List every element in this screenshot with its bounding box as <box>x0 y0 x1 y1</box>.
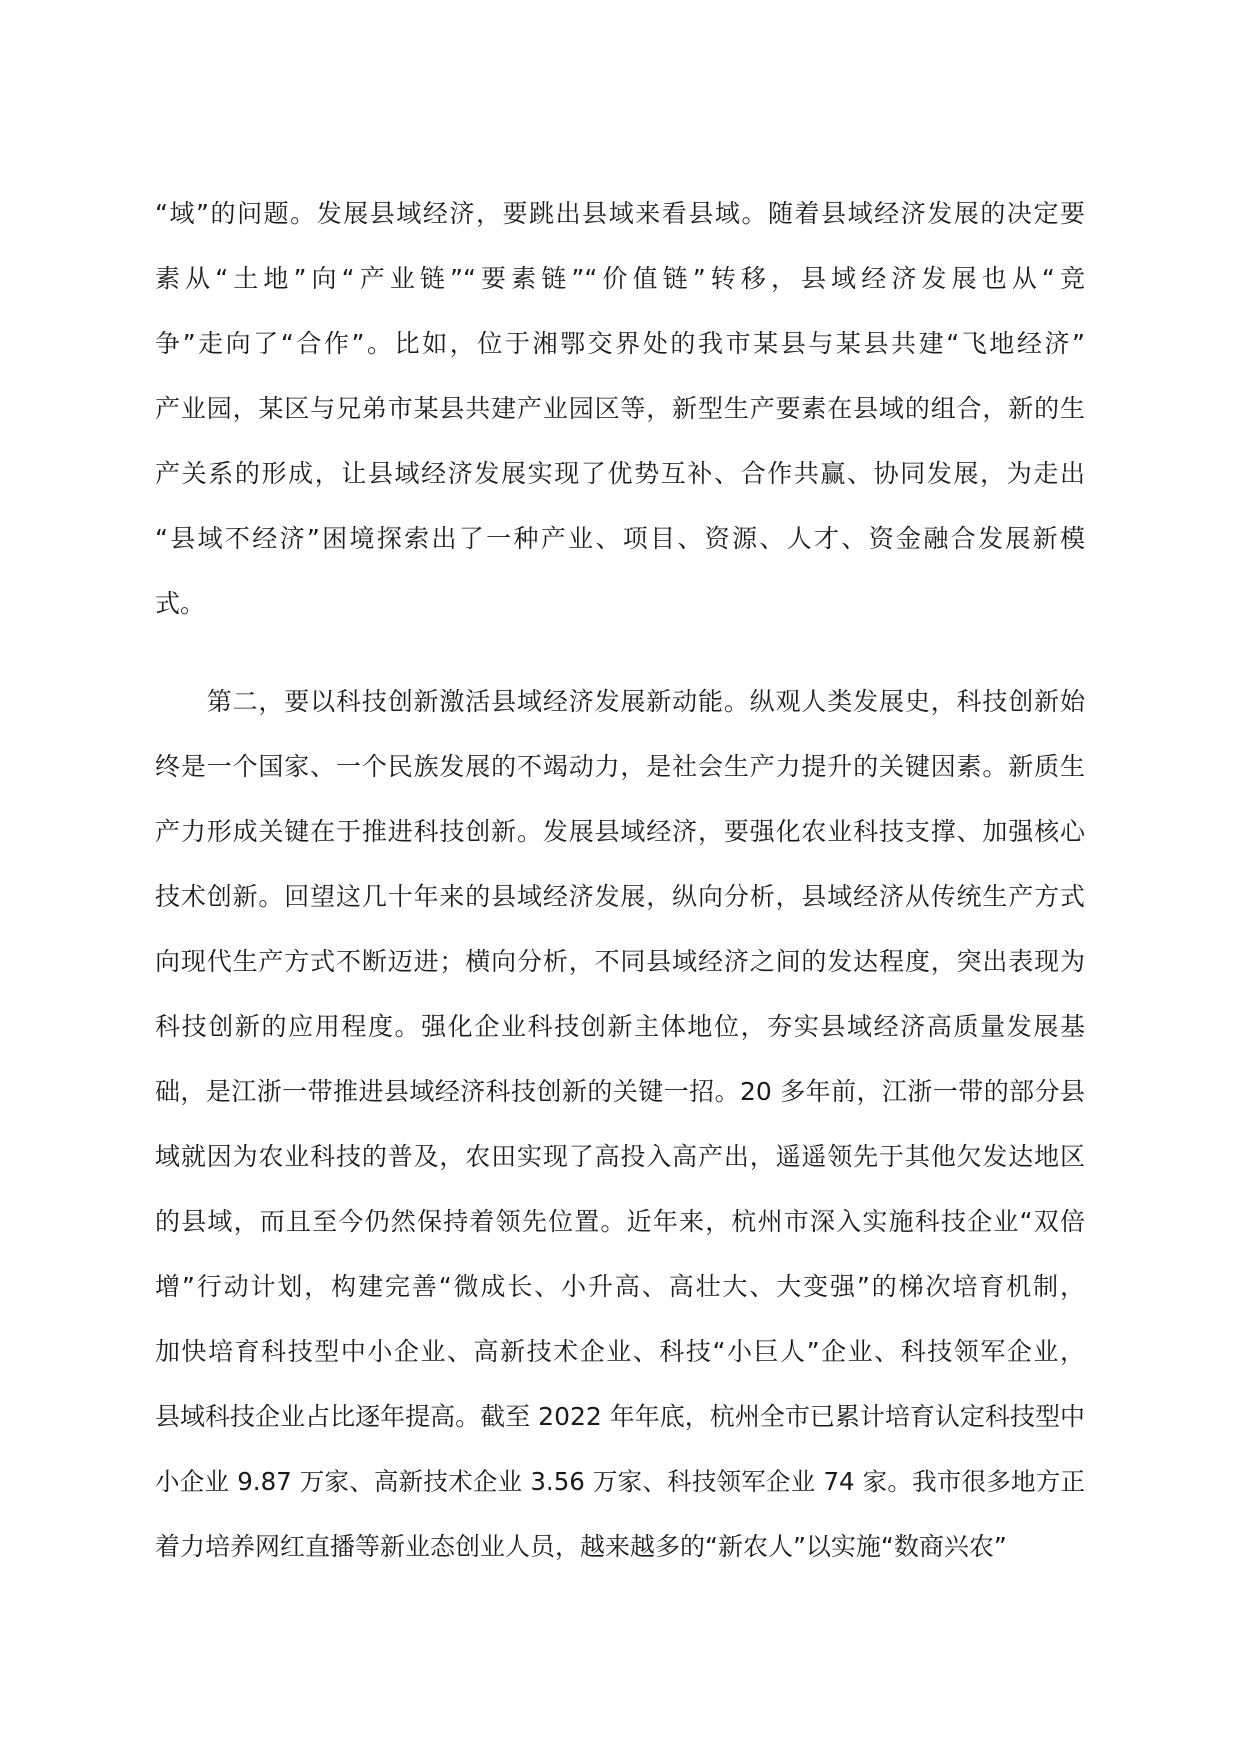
text-line: 小企业 9.87 万家、高新技术企业 3.56 万家、科技领军企业 74 家。我市很多地方正 <box>155 1467 1085 1496</box>
text-line: 加快培育科技型中小企业、高新技术企业、科技“小巨人”企业、科技领军企业， <box>155 1337 1085 1366</box>
text-line: 式。 <box>155 589 206 618</box>
text-line: “县域不经济”困境探索出了一种产业、项目、资源、人才、资金融合发展新模 <box>155 524 1085 553</box>
text-line: 着力培养网红直播等新业态创业人员，越来越多的“新农人”以实施“数商兴农” <box>155 1532 1007 1561</box>
text-line: 产业园，某区与兄弟市某县共建产业园区等，新型生产要素在县域的组合，新的生 <box>155 394 1085 423</box>
text-line: 础，是江浙一带推进县域经济科技创新的关键一招。20 多年前，江浙一带的部分县 <box>155 1077 1085 1106</box>
text-line: 科技创新的应用程度。强化企业科技创新主体地位，夯实县域经济高质量发展基 <box>155 1012 1085 1041</box>
text-line: 第二，要以科技创新激活县域经济发展新动能。纵观人类发展史，科技创新始 <box>155 687 1085 716</box>
text-line: “域”的问题。发展县域经济，要跳出县域来看县域。随着县域经济发展的决定要 <box>155 199 1085 228</box>
text-line: 向现代生产方式不断迈进；横向分析，不同县域经济之间的发达程度，突出表现为 <box>155 947 1085 976</box>
text-line: 终是一个国家、一个民族发展的不竭动力，是社会生产力提升的关键因素。新质生 <box>155 752 1085 781</box>
text-line: 产关系的形成，让县域经济发展实现了优势互补、合作共赢、协同发展，为走出 <box>155 459 1085 488</box>
text-line: 的县域，而且至今仍然保持着领先位置。近年来，杭州市深入实施科技企业“双倍 <box>155 1207 1085 1236</box>
paragraph-1 <box>155 181 1085 636</box>
text-line: 增”行动计划，构建完善“微成长、小升高、高壮大、大变强”的梯次培育机制， <box>155 1272 1085 1301</box>
text-line: 技术创新。回望这几十年来的县域经济发展，纵向分析，县域经济从传统生产方式 <box>155 882 1085 911</box>
text-line: 争”走向了“合作”。比如，位于湘鄂交界处的我市某县与某县共建“飞地经济” <box>155 329 1085 358</box>
text-line: 素从“土地”向“产业链”“要素链”“价值链”转移，县域经济发展也从“竞 <box>155 264 1085 293</box>
text-line: 域就因为农业科技的普及，农田实现了高投入高产出，遥遥领先于其他欠发达地区 <box>155 1142 1085 1171</box>
text-line: 县域科技企业占比逐年提高。截至 2022 年年底，杭州全市已累计培育认定科技型中 <box>155 1402 1085 1431</box>
paragraph-2 <box>155 669 1085 1579</box>
text-line: 产力形成关键在于推进科技创新。发展县域经济，要强化农业科技支撑、加强核心 <box>155 817 1085 846</box>
